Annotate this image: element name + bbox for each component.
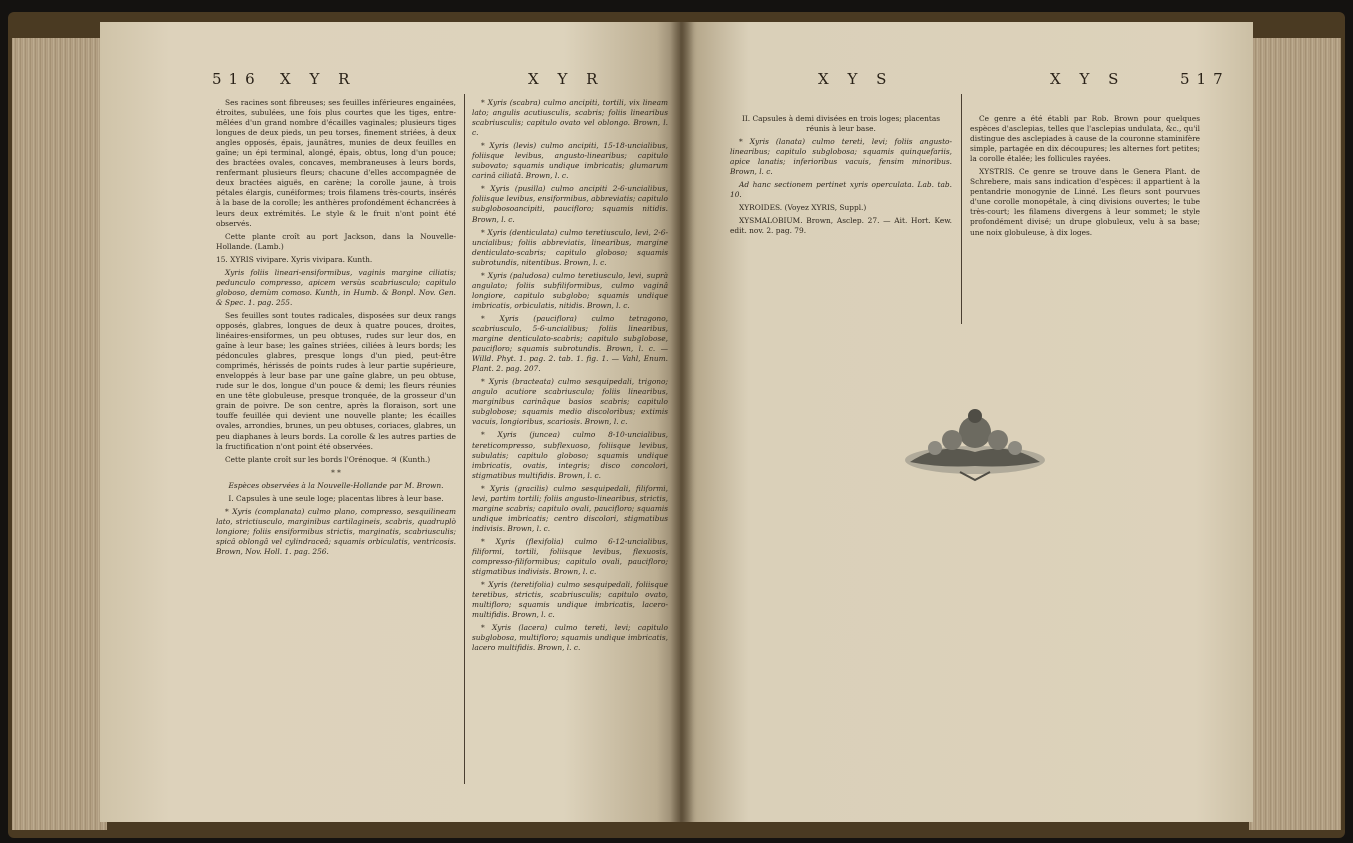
left-page-column-1 (216, 98, 456, 560)
section-mark: * * (331, 467, 341, 477)
species-entry: * Xyris (teretifolia) culmo sesquipedali, foliisque teretibus, strictis, scabriusculis; capitulo ovato, multifloro; squamis undique imbricatis, lacero-multifidis. Brown, l. c. (472, 580, 668, 620)
running-head-left-col2: X Y R (528, 70, 605, 88)
running-head-right-col2: X Y S (1050, 70, 1126, 88)
right-page-column-1 (730, 114, 952, 240)
genus-heading: XYSMALOBIUM. Brown, Asclep. 27. — Ait. Hort. Kew. edit. nov. 2. pag. 79. (730, 216, 952, 236)
section-subtitle: I. Capsules à une seule loge; placentas libres à leur base. (228, 493, 444, 503)
species-entry: * Xyris (lanata) culmo tereti, levi; foliis angusto-linearibus; capitulo subglobosa; squamis quinquefariis, apice lanatis; inferioribus vacuis, fensim minoribus. Brown, l. c. (730, 137, 952, 177)
left-page-column-2 (472, 98, 668, 656)
latin-description: Xyris foliis lineari-ensiformibus, vaginis margine ciliatis; pedunculo compresso, apicem versùs scabriusculo; capitulo globoso, demùm comoso. Kunth, in Humb. & Bonpl. Nov. Gen. & Spec. 1. pag. 255. (216, 267, 456, 307)
running-head-right-col1: X Y S (818, 70, 894, 88)
species-entry: * Xyris (juncea) culmo 8-10-uncialibus, tereticompresso, subflexuoso, foliisque levibus, subulatis; capitulo globoso; squamis undique imbricatis, ovatis, integris; disco concolori, stigmatibus multifidis. Brown, l. c. (472, 430, 668, 480)
species-entry: * Xyris (denticulata) culmo teretiusculo, levi, 2-6-uncialibus; foliis abbreviatis, linearibus, margine denticulato-scabris; capitulo globoso; squamis subrotundis, nitentibus. Brown, l. c. (472, 227, 668, 267)
section-subtitle: II. Capsules à demi divisées en trois loges; placentas réunis à leur base. (741, 114, 941, 134)
species-entry: * Xyris (bracteata) culmo sesquipedali, trigono; angulo acutiore scabriusculo; foliis linearibus, marginibus carinâque basios scabris; capitulo subglobose; squamis medio discoloribus; extimis vacuis, longioribus, scariosis. Brown, l. c. (472, 377, 668, 427)
page-edges-right (1249, 38, 1341, 830)
species-entry: * Xyris (paludosa) culmo teretiusculo, levi, suprà angulato; foliis subfiliformibus, culmo vaginâ longiore, capitulo subglobo; squamis undique imbricatis, orbiculatis, nitidis. Brown, l. c. (472, 270, 668, 310)
paragraph: Ses racines sont fibreuses; ses feuilles inférieures engainées, étroites, subulées, une fois plus courtes que les tiges, entre-mêlées d'un grand nombre d'écailles vaginales; plusieurs tiges longues de deux pieds, un peu torses, finement striées, à deux angles opposés, épais, jaunâtres, munies de deux feuilles en gaîne; un épi terminal, alongé, épais, obtus, long d'un pouce; des bractées ovales, concaves, membraneuses à leurs bords, renfermant plusieurs fleurs; chacune d'elles accompagnée de deux bractées aiguës, en carène; la corolle jaune, à trois pétales élargis, cunéiformes; trois filamens très-courts, insérés à la base de la corolle; les anthères profondément échancrées à leurs deux extrémités. Le style & le fruit n'ont point été observés. (216, 98, 456, 228)
paragraph: Cette plante croît sur les bords l'Orénoque. ♃ (Kunth.) (225, 454, 431, 464)
species-entry: * Xyris (pauciflora) culmo tetragono, scabriusculo, 5-6-uncialibus; foliis linearibus, margine denticulato-scabris; capitulo subglobose, paucifloro; squamis subrotundis. Brown, l. c. — Willd. Phyt. 1. pag. 2. tab. 1. fig. 1. — Vahl, Enum. Plant. 2. pag. 207. (472, 313, 668, 374)
running-head-left-col1: X Y R (280, 70, 357, 88)
column-rule (464, 94, 465, 784)
page-edges-left (12, 38, 107, 830)
page-number-right: 517 (1180, 70, 1230, 88)
species-entry: * Xyris (levis) culmo ancipiti, 15-18-uncialibus, foliisque levibus, angusto-linearibus; capitulo subovato; squamis undique imbricatis; glumarum carinâ ciliatâ. Brown, l. c. (472, 141, 668, 181)
species-entry: * Xyris (lacera) culmo tereti, levi; capitulo subglobosa, multifloro; squamis undique imbricatis, lacero multifidis. Brown, l. c. (472, 623, 668, 653)
section-title: Espèces observées à la Nouvelle-Hollande par M. Brown. (228, 480, 444, 490)
floral-vignette-icon (900, 402, 1050, 482)
species-entry: * Xyris (gracilis) culmo sesquipedali, filiformi, levi, partim tortili; foliis angusto-linearibus, strictis, margine scabris; capitulo ovali, paucifloro; squamis undique imbricatis; centro discolori, stigmatibus indivisis. Brown, l. c. (472, 483, 668, 533)
species-entry: * Xyris (pusilla) culmo ancipiti 2-6-uncialibus, foliisque levibus, ensiformibus, abbreviatis; capitulo subglobosoancipiti, paucifloro; squamis nitidis. Brown, l. c. (472, 184, 668, 224)
right-page (680, 22, 1253, 822)
right-page-column-2 (970, 114, 1200, 241)
species-entry: * Xyris (flexifolia) culmo 6-12-uncialibus, filiformi, tortili, foliisque levibus, flexuosis, compresso-filiformibus; capitulo ovali, paucifloro; stigmatibus indivisis. Brown, l. c. (472, 536, 668, 577)
species-entry: * Xyris (scabra) culmo ancipiti, tortili, vix lineam lato; angulis acutiusculis, scabris; foliis linearibus scabriusculis; capitulo ovato vel oblongo. Brown, l. c. (472, 98, 668, 138)
species-entry: * Xyris (complanata) culmo plano, compresso, sesquilineam lato, strictiusculo, marginibus cartilagineis, scabris, quadruplò longiore; foliis ensiformibus strictis, marginatis, scabriusculis; spicâ oblongâ vel cylindraceâ; squamis orbiculatis, ventricosis. Brown, Nov. Holl. 1. pag. 256. (216, 506, 456, 556)
species-heading: 15. XYRIS vivipare. Xyris vivipara. Kunth. (216, 254, 373, 264)
genus-entry: XYSTRIS. Ce genre se trouve dans le Genera Plant. de Schrebere, mais sans indication d'espèces: il appartient à la pentandrie monogynie de Linné. Les fleurs sont pourvues d'une corolle monopétale, à cinq divisions ouvertes; le tube très-court; les filamens divergens à leur sommet; le style profondément divisé; un drupe globuleux, velu à sa base; une noix globuleuse, à dix loges. (970, 167, 1200, 237)
paragraph: Ce genre a été établi par Rob. Brown pour quelques espèces d'asclepias, telles que l'asclepias undulata, &c., qu'il distingue des asclepiades à cause de la couronne staminifère simple, partagée en dix découpures; les alternes fort petites; la corolle étalée; les follicules rayées. (970, 114, 1200, 164)
paragraph: Ses feuilles sont toutes radicales, disposées sur deux rangs opposés, glabres, longues de deux à quatre pouces, droites, linéaires-ensiformes, un peu obtuses, rudes sur leur dos, en gaîne à leur base; les gaînes striées, ciliées à leurs bords; les pédoncules glabres, presque longs d'un pied, peut-être comprimés, hérissés de points rudes à leur partie supérieure, enveloppés à leur base par une gaîne glabre, un peu obtuse, rude sur le dos, longue d'un pouce & demi; les fleurs réunies en une tête globuleuse, presque tronquée, de la grosseur d'un grain de poivre. De son centre, après la floraison, sort une touffe feuillée qui devient une nouvelle plante; les écailles ovales, arrondies, brunes, un peu obtuses, coriaces, glabres, un peu diaphanes à leurs bords. La corolle & les autres parties de la fructification n'ont point été observées. (216, 310, 456, 451)
paragraph: Cette plante croît au port Jackson, dans la Nouvelle-Hollande. (Lamb.) (216, 231, 456, 251)
book-gutter (670, 22, 694, 822)
left-page (100, 22, 680, 822)
column-rule (961, 94, 962, 324)
paragraph: Ad hanc sectionem pertinet xyris operculata. Lab. tab. 10. (730, 180, 952, 200)
page-number-left: 516 (212, 70, 262, 88)
genus-heading: XYROIDES. (Voyez XYRIS, Suppl.) (739, 203, 867, 213)
